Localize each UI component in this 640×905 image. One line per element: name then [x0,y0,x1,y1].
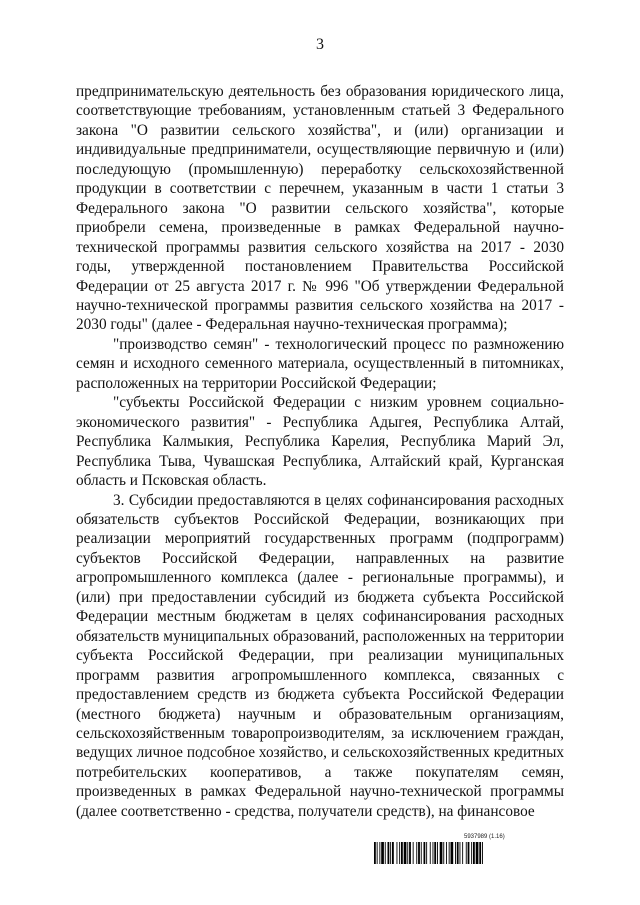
paragraph-item-3: 3. Субсидии предоставляются в целях софинансирования расходных обязательств субъектов Российской Федерации, возникающих при реализации мероприятий государственных программ (подпрограмм) субъектов Российской Федерации, направленных на развитие агропромышленного комплекса (далее - региональные программы), и (или) при предоставлении субсидий из бюджета субъекта Российской Федерации местным бюджетам в целях софинансирования расходных обязательств муниципальных образований, расположенных на территории субъекта Российской Федерации, при реализации муниципальных программ развития агропромышленного комплекса, связанных с предоставлением средств из бюджета субъекта Российской Федерации (местного бюджета) научным и образовательным организациям, сельскохозяйственным товаропроизводителям, за исключением граждан, ведущих личное подсобное хозяйство, и сельскохозяйственных кредитных потребительских кооперативов, а также покупателям семян, произведенных в рамках Федеральной научно-технической программы (далее соответственно - средства, получатели средств), на финансовое [76,491,564,820]
barcode-bar [462,842,463,864]
document-code: 5937989 (1.16) [464,834,505,840]
barcode-bar [479,842,481,864]
barcode-bar [430,842,431,864]
barcode-bar [476,842,479,864]
document-body [76,82,564,821]
barcode-bar [424,842,426,864]
paragraph-low-development-regions: "субъекты Российской Федерации с низким уровнем социально-экономического развития" - Республика Адыгея, Республика Алтай, Республика Калмыкия, Республика Карелия, Республика Марий Эл, Республика Тыва, Чувашская Республика, Алтайский край, Курганская область и Псковская область. [76,394,564,490]
barcode-bar [466,842,467,864]
barcode-bar [468,842,470,864]
page-number: 3 [316,36,324,53]
barcode-icon [374,842,564,864]
barcode-bar [446,842,447,864]
barcode-bar [381,842,384,864]
barcode-bar [390,842,391,864]
barcode-bar [416,842,417,864]
barcode-bar [397,842,398,864]
barcode-bar [374,842,376,864]
barcode-bar [451,842,454,864]
barcode-bar [457,842,459,864]
barcode-bar [379,842,380,864]
barcode-bar [471,842,472,864]
barcode-bar [407,842,408,864]
barcode-bar [433,842,434,864]
barcode-bar [404,842,407,864]
barcode-bar [377,842,378,864]
paragraph-continuation: предпринимательскую деятельность без образования юридического лица, соответствующие требованиям, установленным статьей 3 Федерального закона "О развитии сельского хозяйства", и (или) организации и индивидуальные предприниматели, осуществляющие первичную и (или) последующую (промышленную) переработку сельскохозяйственной продукции в соответствии с перечнем, указанным в части 1 статьи 3 Федерального закона "О развитии сельского хозяйства", которые приобрели семена, произведенные в рамках Федеральной научно-технической программы развития сельского хозяйства на 2017 - 2030 годы, утвержденной постановлением Правительства Российской Федерации от 25 августа 2017 г. № 996 "Об утверждении Федеральной научно-технической программы развития сельского хозяйства на 2017 - 2030 годы" (далее - Федеральная научно-техническая программа); [76,83,564,334]
barcode-bar [443,842,444,864]
barcode-bar [460,842,461,864]
barcode-bar [455,842,456,864]
barcode-bar [426,842,427,864]
barcode-bar [434,842,436,864]
barcode-bar [409,842,411,864]
barcode-bar [482,842,483,864]
barcode-bar [421,842,422,864]
barcode-bar [437,842,438,864]
barcode-bar [440,842,443,864]
barcode-bar [401,842,403,864]
barcode-bar [399,842,400,864]
barcode-bar [413,842,414,864]
barcode-bar [473,842,475,864]
barcode-bar [388,842,390,864]
barcode-bar [385,842,386,864]
barcode-bar [392,842,394,864]
paragraph-seed-production: "производство семян" - технологический процесс по размножению семян и исходного семенного материала, осуществленный в питомниках, расположенных на территории Российской Федерации; [76,335,564,392]
barcode-bar [449,842,450,864]
barcode-bar [418,842,420,864]
